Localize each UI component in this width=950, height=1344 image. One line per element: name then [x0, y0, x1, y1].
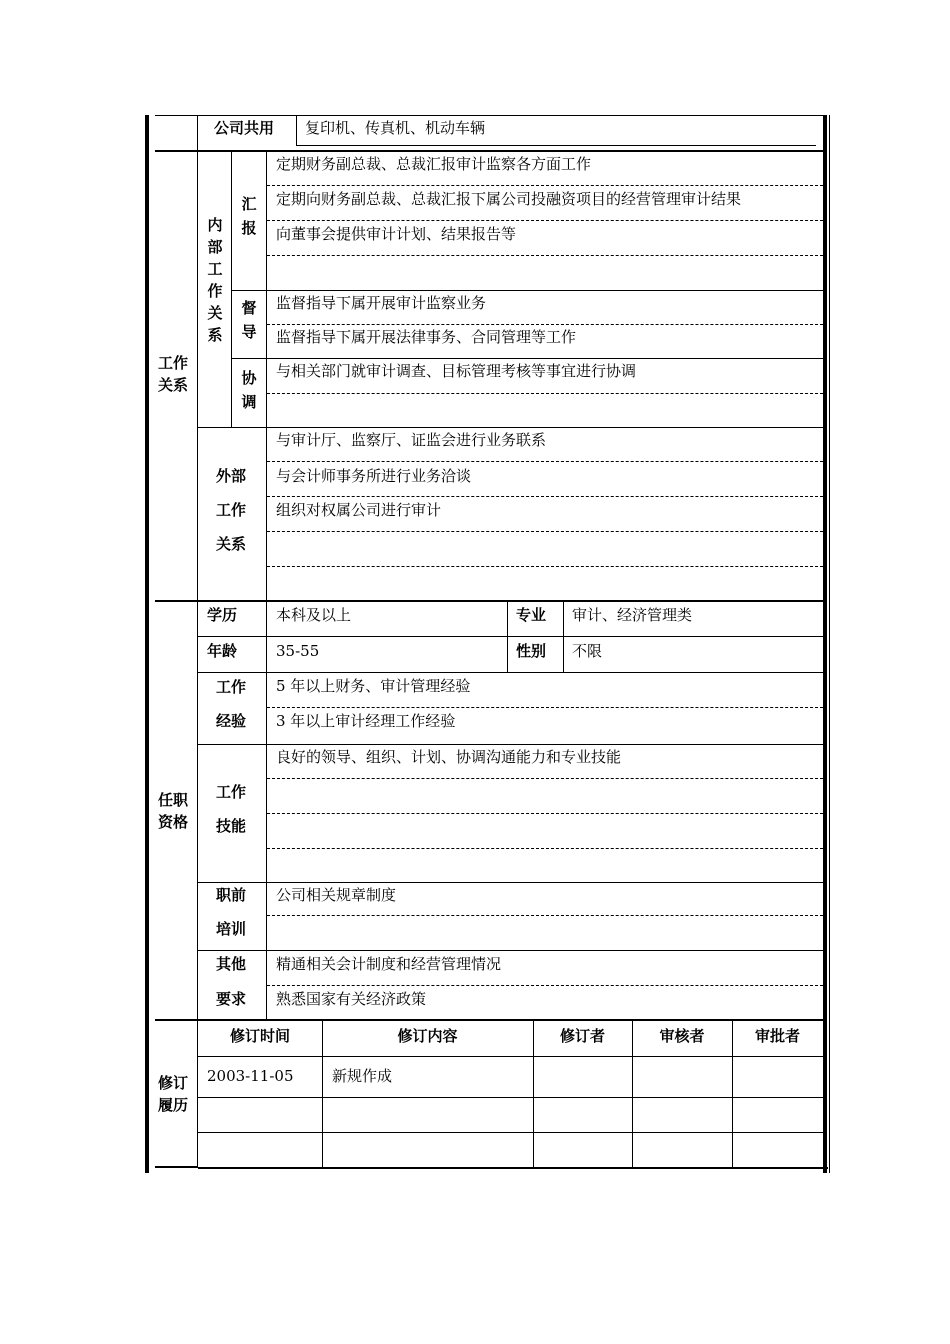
section-column-line	[197, 115, 198, 1167]
dashed-divider	[267, 255, 823, 256]
work-relations-label: 工作关系	[157, 354, 188, 394]
skills-bottom	[198, 882, 823, 883]
supervise-item: 监督指导下属开展法律事务、合同管理等工作	[276, 328, 577, 346]
revision-header-time: 修订时间	[229, 1027, 290, 1045]
shared-row-top	[155, 115, 823, 116]
skills-label-1: 工作	[216, 783, 247, 801]
rev-header-bottom	[198, 1056, 823, 1057]
dashed-divider	[267, 813, 823, 814]
dashed-divider	[267, 566, 823, 567]
edu-row-bottom	[198, 636, 823, 637]
work-section-top	[155, 150, 823, 152]
major-value: 审计、经济管理类	[572, 606, 693, 624]
revision-label: 修订履历	[157, 1074, 188, 1114]
shared-value: 复印机、传真机、机动车辆	[305, 119, 486, 137]
dashed-divider	[267, 848, 823, 849]
dashed-divider	[267, 324, 823, 325]
external-item: 与会计师事务所进行业务洽谈	[276, 467, 472, 485]
supervise-item: 监督指导下属开展审计监察业务	[276, 294, 487, 312]
age-label: 年龄	[207, 642, 238, 660]
skills-item: 良好的领导、组织、计划、协调沟通能力和专业技能	[276, 748, 622, 766]
report-item: 定期财务副总裁、总裁汇报审计监察各方面工作	[276, 155, 592, 173]
frame-bottom-left	[155, 1166, 198, 1168]
education-label: 学历	[207, 606, 238, 624]
report-item: 向董事会提供审计计划、结果报告等	[276, 225, 517, 243]
qualifications-label: 任职资格	[157, 791, 188, 831]
training-bottom	[198, 950, 823, 951]
major-label: 专业	[516, 606, 547, 624]
rev-row-2-bottom	[198, 1132, 823, 1133]
revision-row-date: 2003-11-05	[207, 1067, 294, 1085]
dashed-divider	[267, 185, 823, 186]
dashed-divider	[267, 915, 823, 916]
other-label-2: 要求	[216, 990, 247, 1008]
qual-section-top	[155, 600, 823, 602]
experience-label-1: 工作	[216, 678, 247, 696]
frame-left-thick	[145, 115, 149, 1173]
shared-label: 公司共用	[214, 119, 275, 137]
dashed-divider	[267, 985, 823, 986]
external-label-1: 外部	[216, 467, 247, 485]
revision-header-approver: 审批者	[754, 1027, 800, 1045]
report-label: 汇报	[241, 195, 257, 237]
revision-header-content: 修订内容	[397, 1027, 458, 1045]
skills-label-2: 技能	[216, 817, 247, 835]
training-item: 公司相关规章制度	[276, 886, 397, 904]
revision-header-reviser: 修订者	[559, 1027, 605, 1045]
frame-bottom	[198, 1167, 828, 1169]
external-label-3: 关系	[216, 535, 247, 553]
dashed-divider	[267, 393, 823, 394]
gender-value: 不限	[572, 642, 603, 660]
frame-right-thick	[823, 115, 827, 1173]
revision-row-content: 新规作成	[332, 1067, 393, 1085]
training-label-1: 职前	[216, 886, 247, 904]
report-item: 定期向财务副总裁、总裁汇报下属公司投融资项目的经营管理审计结果	[276, 190, 742, 208]
training-label-2: 培训	[216, 920, 247, 938]
report-bottom	[231, 290, 823, 291]
coordinate-label: 协调	[241, 369, 257, 411]
external-item: 组织对权属公司进行审计	[276, 501, 442, 519]
internal-relations-label: 内部工作关系	[207, 216, 223, 344]
external-label-2: 工作	[216, 501, 247, 519]
shared-row-divider	[296, 115, 297, 145]
gender-label: 性别	[516, 642, 547, 660]
revision-section-top	[155, 1019, 823, 1021]
experience-item: 5 年以上财务、审计管理经验	[276, 677, 471, 695]
dashed-divider	[267, 461, 823, 462]
rev-row-1-bottom	[198, 1097, 823, 1098]
dashed-divider	[267, 531, 823, 532]
shared-row-bottom	[296, 145, 816, 146]
age-row-bottom	[198, 672, 823, 673]
age-value: 35-55	[276, 642, 320, 660]
coordinate-item: 与相关部门就审计调查、目标管理考核等事宜进行协调	[276, 362, 637, 380]
other-item: 熟悉国家有关经济政策	[276, 990, 427, 1008]
education-value: 本科及以上	[276, 606, 352, 624]
supervise-bottom	[231, 358, 823, 359]
supervise-label: 督导	[241, 299, 257, 341]
major-label-left	[507, 602, 508, 672]
other-item: 精通相关会计制度和经营管理情况	[276, 955, 502, 973]
dashed-divider	[267, 707, 823, 708]
other-label-1: 其他	[216, 955, 247, 973]
label-col-line-lower	[266, 602, 267, 1020]
major-value-left	[563, 602, 564, 672]
frame-right-thin	[829, 115, 830, 1173]
experience-item: 3 年以上审计经理工作经验	[276, 712, 456, 730]
dashed-divider	[267, 496, 823, 497]
dashed-divider	[267, 220, 823, 221]
dashed-divider	[267, 778, 823, 779]
experience-label-2: 经验	[216, 712, 247, 730]
experience-bottom	[198, 744, 823, 745]
revision-header-reviewer: 审核者	[659, 1027, 705, 1045]
internal-bottom	[198, 427, 823, 428]
external-item: 与审计厅、监察厅、证监会进行业务联系	[276, 431, 547, 449]
